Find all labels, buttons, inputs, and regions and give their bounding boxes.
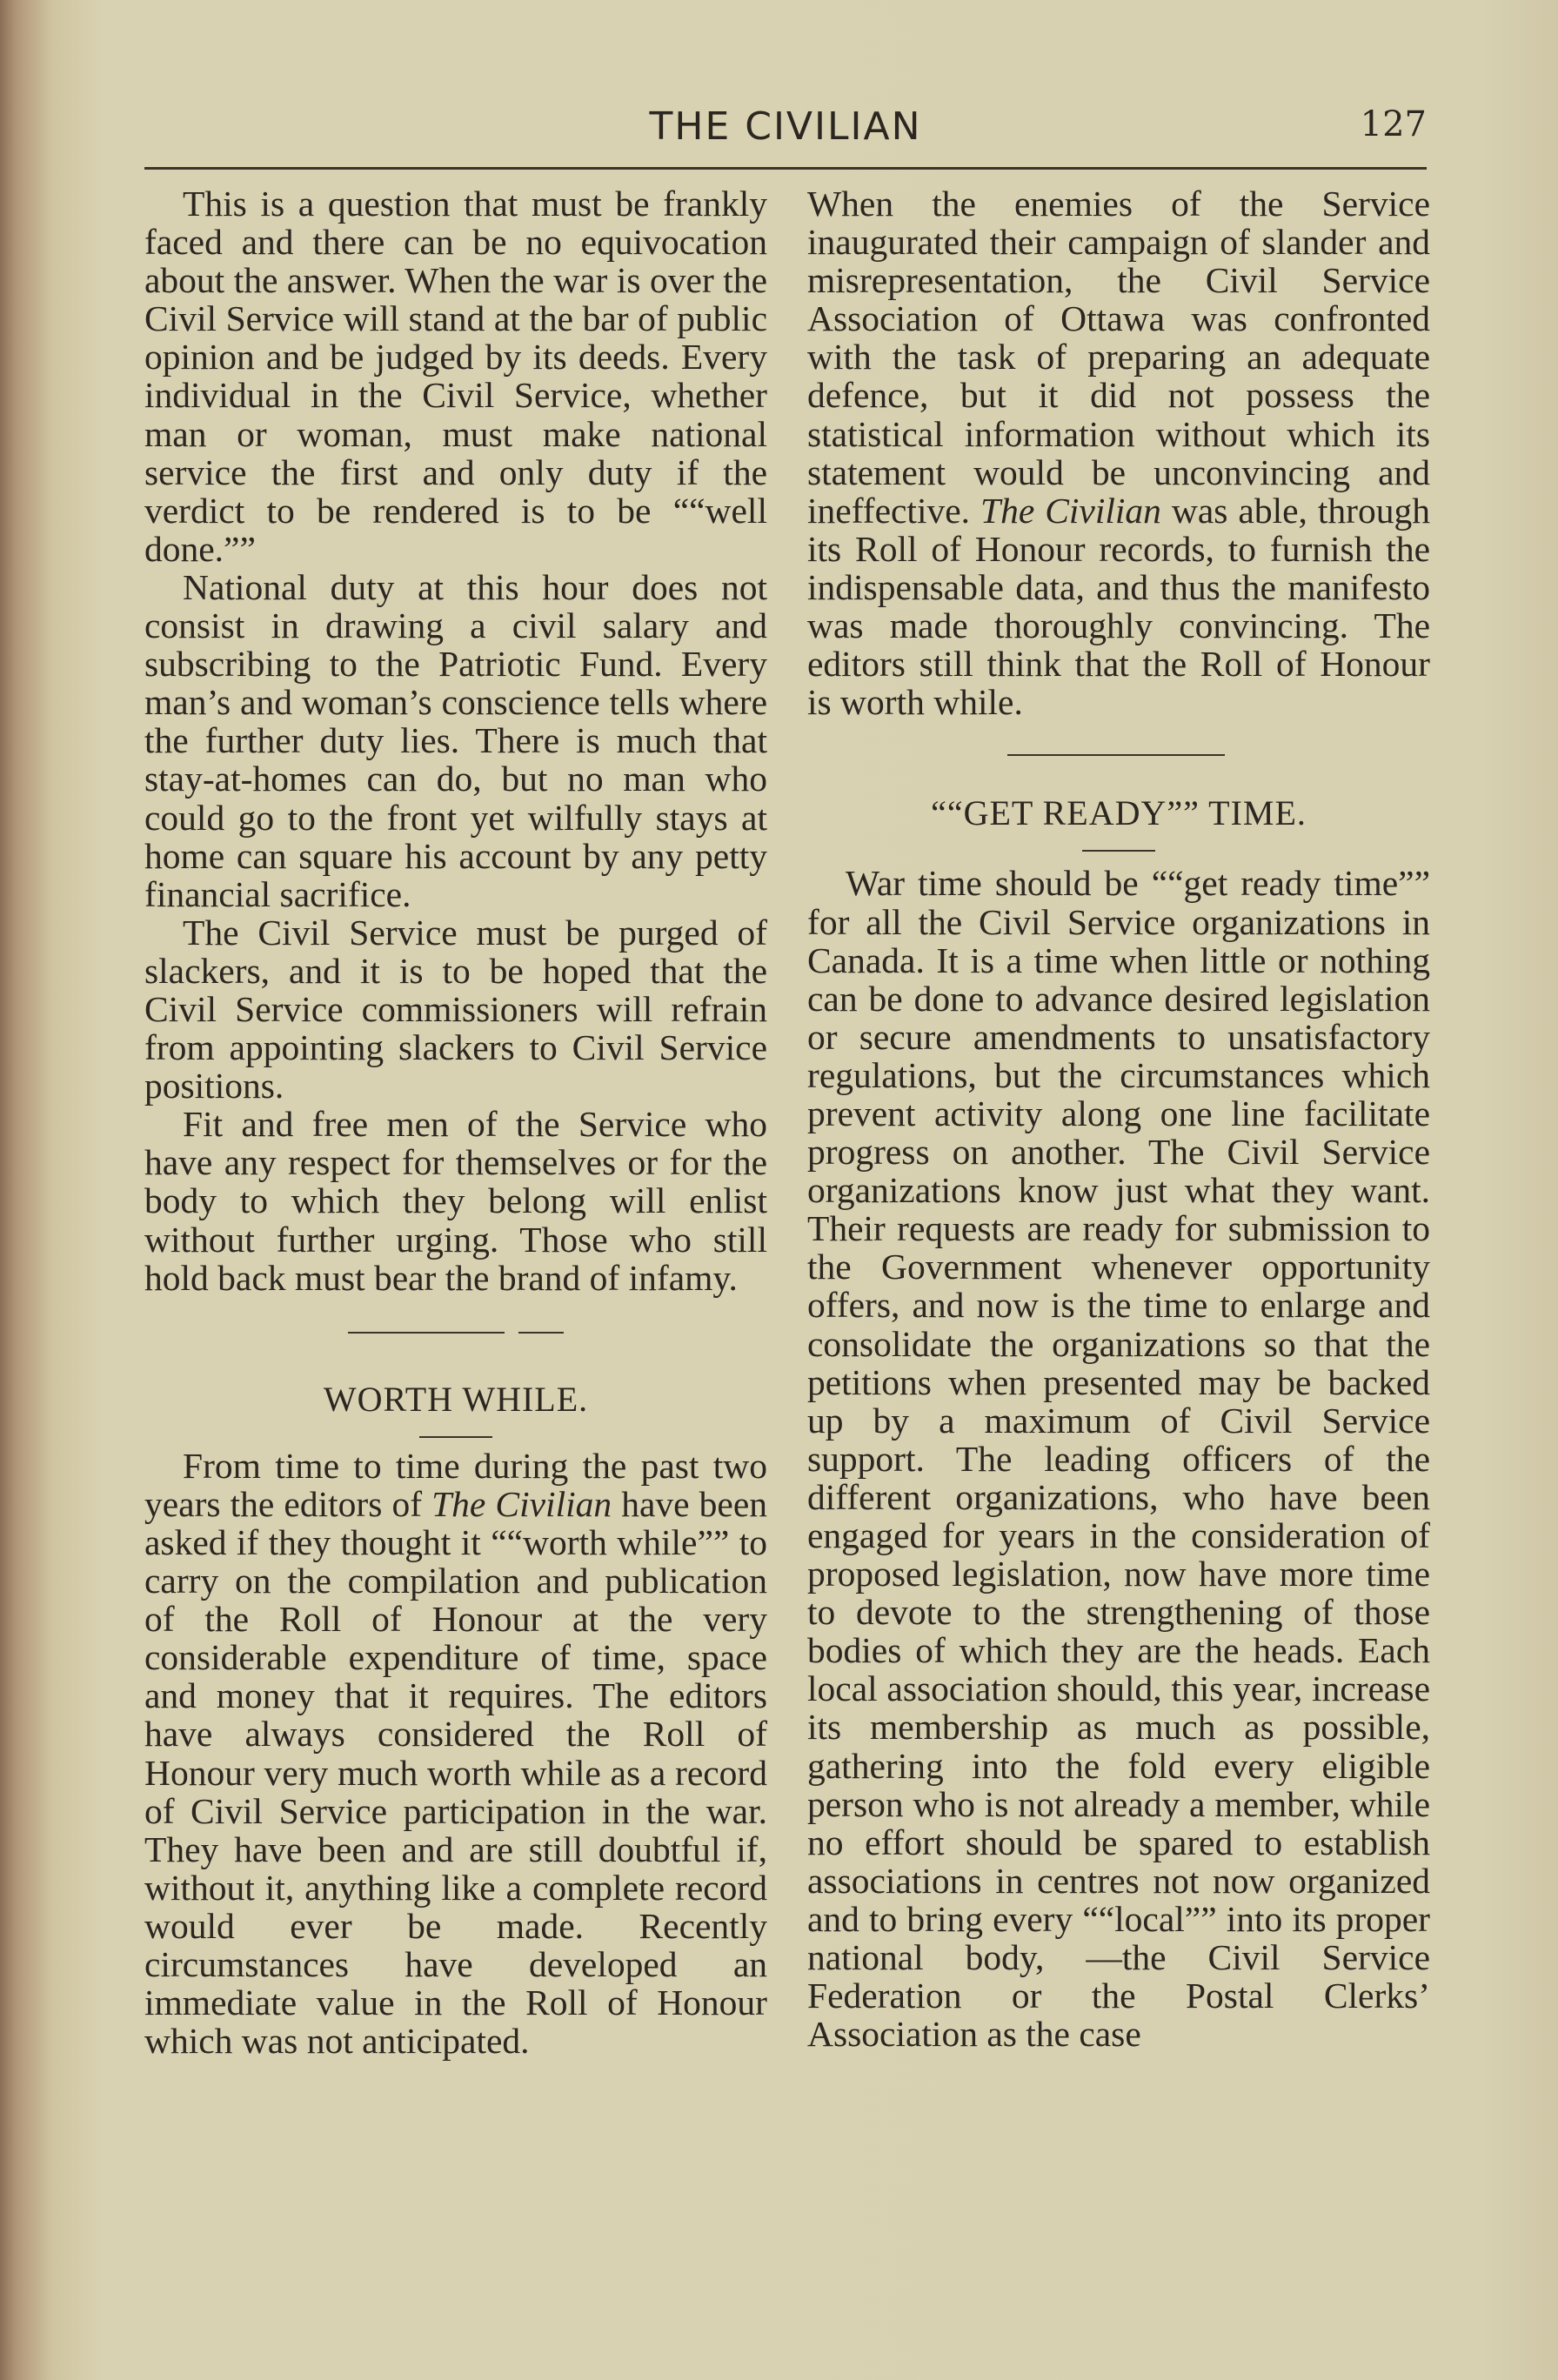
right-paragraph-1: When the enemies of the Service inaugurated their campaign of slander and misrepresentation, the Civil Service Association of Ottawa was confronted with the task of preparing an adequate defence, but it did not possess the statistical information without which its statement would be unconvincing and ineffective. The Civilian was able, through its Roll of Honour records, to furnish the indispensable data, and thus the manifesto was made thoroughly convincing. The editors still think that the Roll of Honour is worth while. xyxy=(807,184,1430,723)
right-paragraph-2: War time should be ““get ready time”” for all the Civil Service organizations in Canada. It is a time when little or nothing can be done to advance desired legislation or secure amendments to unsatisfactory regulations, but the circumstances which prevent activity along one line facilitate progress on another. The Civil Service organizations know just what they want. Their requests are ready for submission to the Government whenever opportunity offers, and now is the time to enlarge and consolidate the organizations so that the petitions when presented may be backed up by a maximum of Civil Service support. The leading officers of the different organizations, who have been engaged for years in the consideration of proposed legislation, now have more time to devote to the strengthening of those bodies of which they are the heads. Each local association should, this year, increase its membership as much as possible, gathering into the fold every eligible person who is not already a member, while no effort should be spared to establish associations in centres not now organized and to bring every ““local”” into its proper national body, —the Civil Service Federation or the Postal Clerks’ Association as the case xyxy=(807,863,1430,2055)
page-number: 127 xyxy=(1360,104,1427,144)
heading-rule xyxy=(144,1436,767,1438)
publication-name-italic: The Civilian xyxy=(431,1483,612,1524)
get-ready-heading: ““GET READY”” TIME. xyxy=(931,793,1307,833)
left-paragraph-1: This is a question that must be frankly faced and there can be no equivocation about the answer. When the war is over the Civil Service will stand at the bar of public opinion and be judged by its deeds. Every individual in the Civil Service, whether man or woman, must make national service the first and only duty if the verdict to be rendered is to be ““well done.”” xyxy=(144,184,767,569)
section-divider xyxy=(144,1332,767,1334)
right-column xyxy=(807,184,1430,2053)
left-paragraph-4: Fit and free men of the Service who have any respect for themselves or for the body to which they belong will enlist without further urging. Those who still hold back must bear the brand of infamy. xyxy=(144,1104,767,1298)
publication-name-italic: The Civilian xyxy=(980,490,1161,531)
running-header xyxy=(144,97,1427,170)
section-divider xyxy=(807,754,1430,756)
worth-while-heading: WORTH WHILE. xyxy=(323,1379,589,1419)
left-column xyxy=(144,184,767,2060)
heading-rule xyxy=(807,850,1430,852)
left-paragraph-3: The Civil Service must be purged of slackers, and it is to be hoped that the Civil Service commissioners will refrain from appointing slackers to Civil Service positions. xyxy=(144,912,767,1106)
left-paragraph-2: National duty at this hour does not consist in drawing a civil salary and subscribing to the Patriotic Fund. Every man’s and woman’s conscience tells where the further duty lies. There is much that stay-at-homes can do, but no man who could go to the front yet wilfully stays at home can square his account by any petty financial sacrifice. xyxy=(144,566,767,914)
left-paragraph-5: From time to time during the past two years the editors of The Civilian have been asked if they thought it ““worth while”” to carry on the compilation and publication of the Roll of Honour at the very considerable expenditure of time, space and money that it requires. The editors have always considered the Roll of Honour very much worth while as a record of Civil Service participation in the war. They have been and are still doubtful if, without it, anything like a complete record would ever be made. Recently circumstances have developed an immediate value in the Roll of Honour which was not anticipated. xyxy=(144,1445,767,2062)
publication-title: THE CIVILIAN xyxy=(649,104,922,149)
